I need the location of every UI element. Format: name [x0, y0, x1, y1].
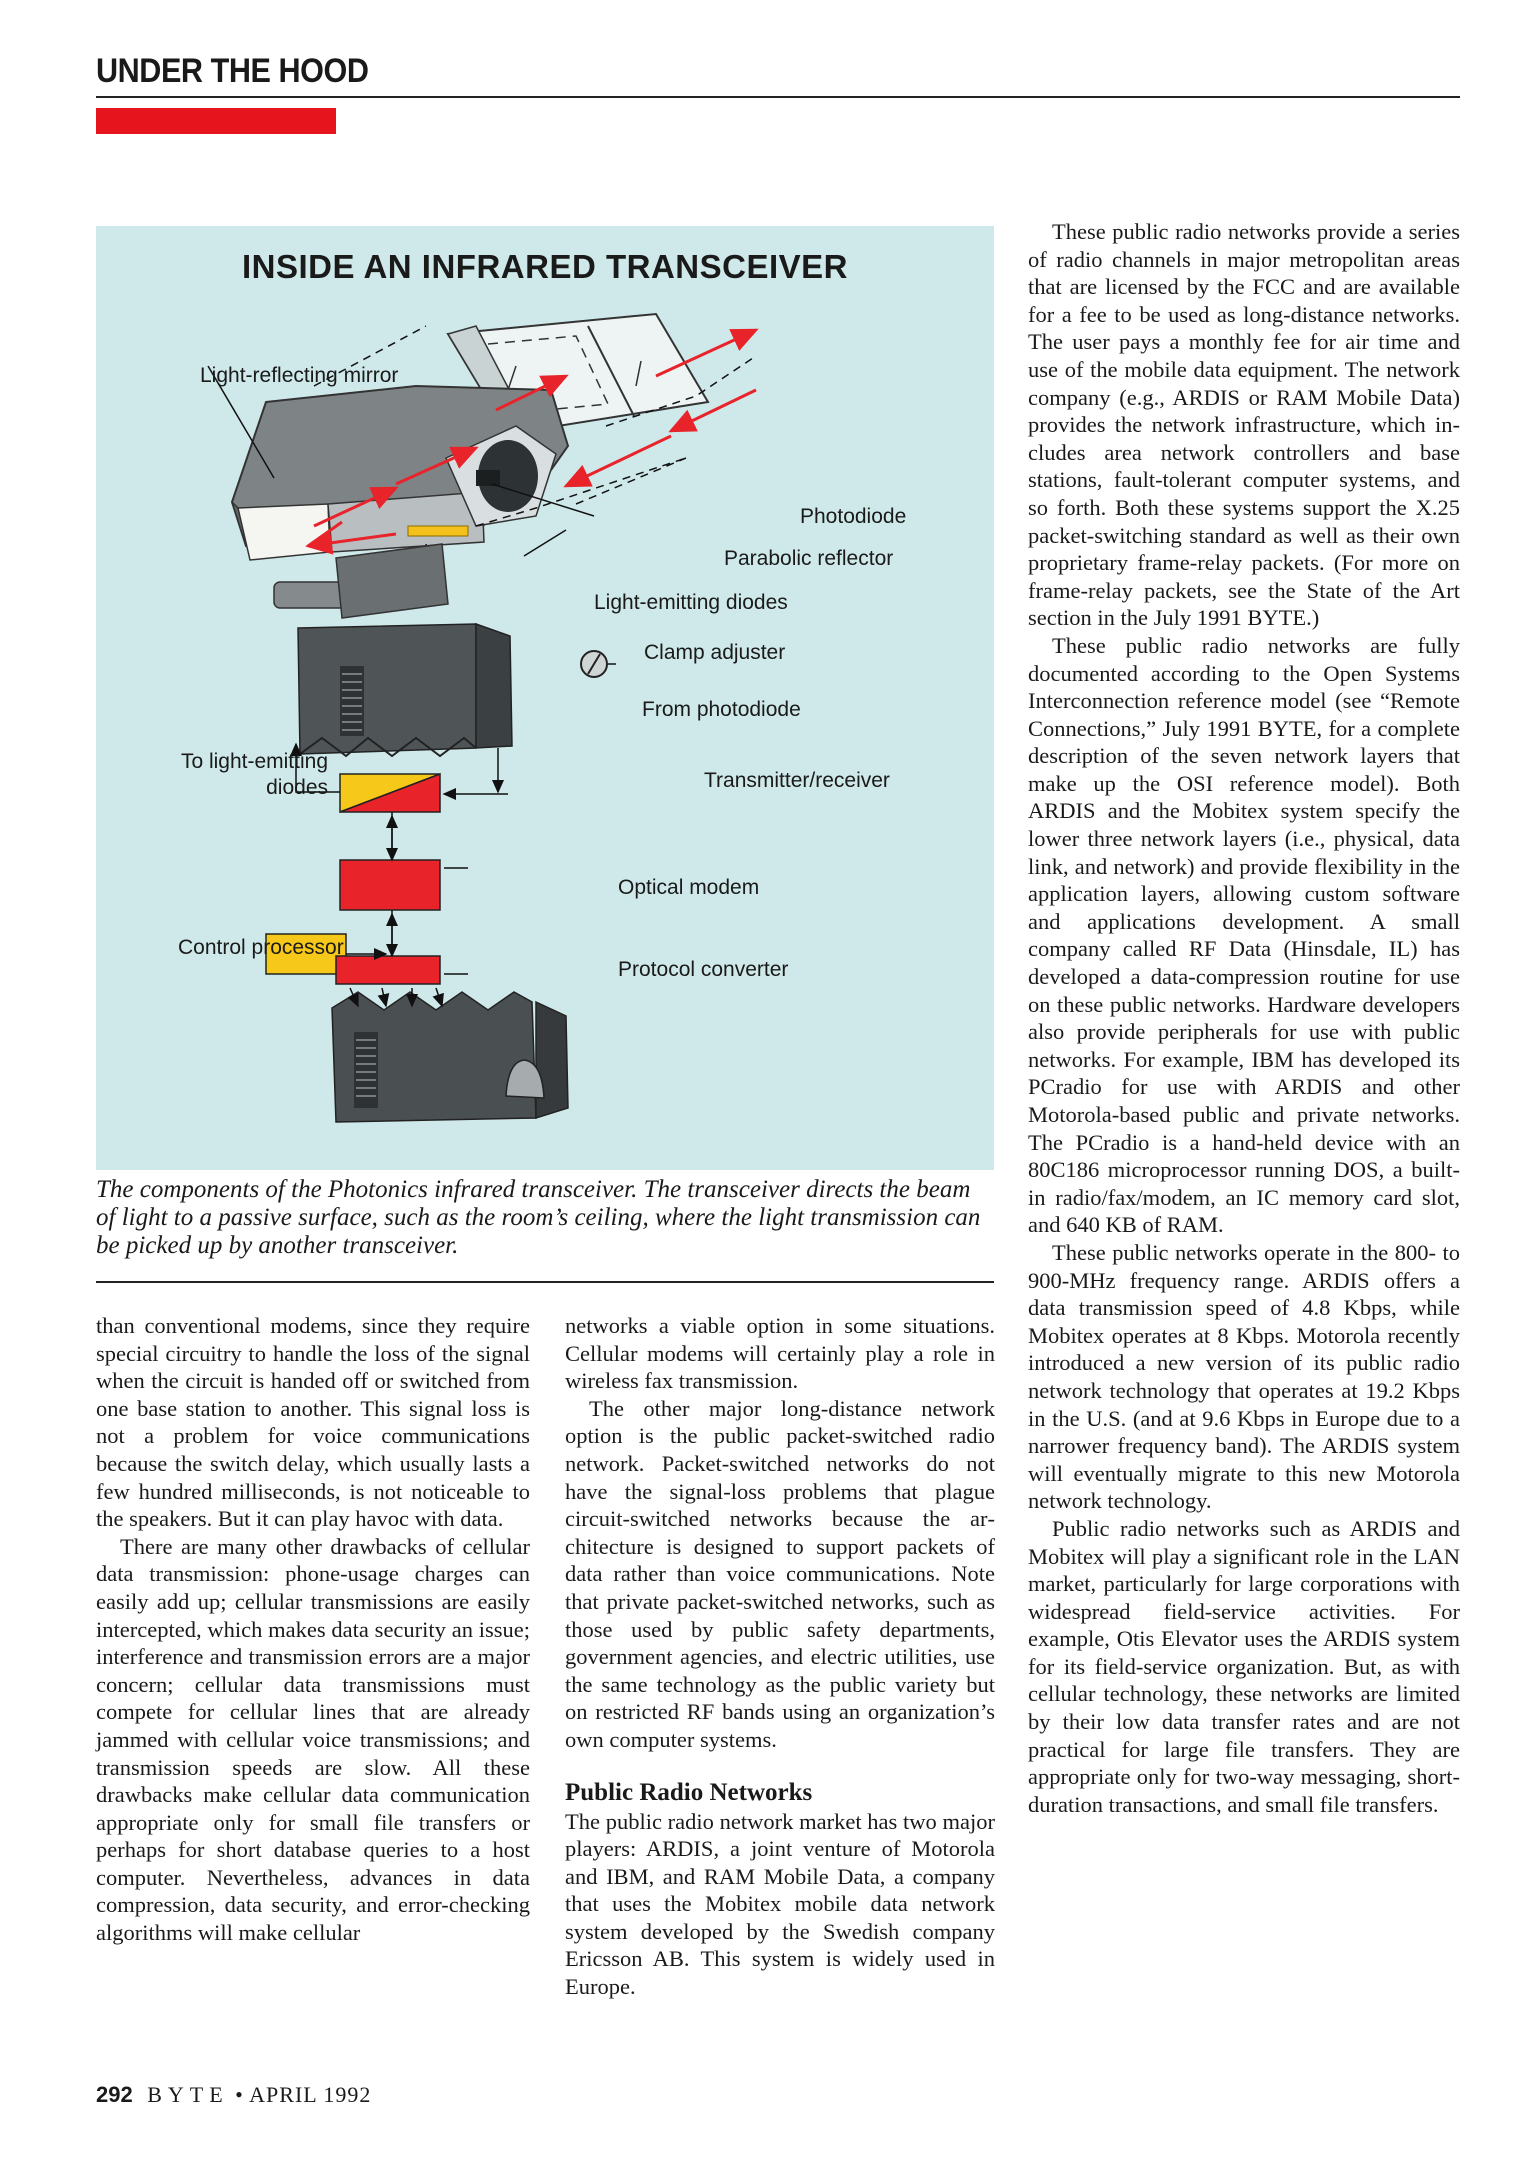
label-to-leds-1: To light-emitting [180, 750, 328, 773]
label-from-photodiode: From photodiode [642, 698, 801, 721]
label-protocol-converter: Protocol converter [618, 958, 789, 981]
figure-title: INSIDE AN INFRARED TRANSCEIVER [242, 248, 848, 285]
article-column-3 [1028, 218, 1460, 1818]
issue-date: APRIL 1992 [249, 2082, 372, 2107]
bottom-chunk [332, 992, 568, 1122]
protocol-converter-block [336, 956, 440, 984]
caption-rule [96, 1281, 994, 1283]
section-header: UNDER THE HOOD [96, 52, 369, 90]
figure-caption: The components of the Photonics infrared transceiver. The transceiver directs the beam of light to a passive surface, such as the room’s ceiling, where the light transmission can be picked up by another transceiver. [96, 1176, 981, 1259]
optical-modem-block [340, 860, 440, 910]
housing-top [232, 386, 568, 560]
label-leds: Light-emitting diodes [594, 591, 788, 614]
label-photodiode: Photodiode [800, 505, 907, 528]
label-parabolic-reflector: Parabolic reflector [724, 547, 894, 570]
header-rule [96, 96, 1460, 98]
paragraph: networks a viable option in some situations. Cellular modems will certainly play a role in wireless fax transmission. [565, 1313, 995, 1394]
paragraph: These public networks operate in the 800- to 900-MHz frequency range. ARDIS offers a data transmission speed of 4.8 Kbps, while Mobitex operates at 8 Kbps. Motorola recently introduced a new version of its public radio network technology that operates at 19.2 Kbps in the U.S. (and at 9.6 Kbps in Europe due to a narrower frequency band). The ARDIS system will eventually migrate to this new Motorola network technology. [1028, 1239, 1460, 1514]
paragraph: These public radio networks provide a series of radio channels in major metropolitan areas that are licensed by the FCC and are available for a fee to be used as long-distance networks. The user pays a monthly fee for air time and use of the mobile data equipment. The network company (e.g., ARDIS or RAM Mobile Data) provides the network infrastructure, which includes area network controllers and base stations, fault-tolerant computer systems, and so forth. Both these systems support the X.25 packet-switching standard as well as their own proprietary frame-relay packets. (For more on frame-relay packets, see the State of the Art section in the July 1991 BYTE.) [1028, 219, 1460, 631]
label-to-leds-2: diodes [266, 776, 328, 799]
label-clamp-adjuster: Clamp adjuster [644, 641, 786, 664]
magazine-name: BYTE [147, 2082, 229, 2107]
led-strip [408, 526, 468, 536]
header-accent-bar [96, 108, 336, 134]
clamp-body [298, 624, 616, 756]
label-transmitter-receiver: Transmitter/receiver [704, 769, 890, 792]
page-footer [96, 2082, 371, 2108]
label-optical-modem: Optical modem [618, 876, 760, 899]
paragraph: Public radio networks such as ARDIS and Mobitex will play a significant role in the LAN market, particularly for large corporations with widespread field-service activities. For example, Otis Elevator uses the ARDIS system for its field-service organization. But, as with cellular technology, these networks are limited by their low data transfer rates and are not practical for large file transfers. They are appropriate only for two-way messaging, short-duration transactions, and small file transfers. [1028, 1515, 1460, 1817]
paragraph: The other major long-distance network option is the public packet-switched radio network. Packet-switched networks do not have the signal-loss problems that plague circuit-switched networks because the architecture is designed to support packets of data rather than voice communications. Note that private packet-switched networks, such as those used by public safety departments, government agencies, and electric utilities, use the same technology as the public variety but on restricted RF bands using an organization’s own computer systems. [565, 1395, 995, 1752]
label-mirror: Light-reflecting mirror [200, 364, 399, 387]
page-number: 292 [96, 2082, 133, 2107]
paragraph: The public radio network market has two major players: ARDIS, a joint venture of Motorola and IBM, and RAM Mobile Data, a company that uses the Mobitex mobile data network system developed by the Swedish company Ericsson AB. This system is widely used in Europe. [565, 1808, 995, 2000]
subhead-public-radio-networks: Public Radio Networks [565, 1778, 813, 1806]
label-control-processor: Control processor [178, 936, 344, 959]
paragraph: than conventional modems, since they require special circuitry to handle the loss of the signal when the circuit is handed off or switched from one base station to another. This signal loss is not a problem for voice communications because the switch delay, which usually lasts a few hundred milliseconds, is not noticeable to the speakers. But it can play havoc with data. [96, 1313, 530, 1532]
article-column-2 [565, 1312, 995, 2001]
footer-separator: • [235, 2082, 244, 2107]
article-column-1 [96, 1312, 530, 1947]
paragraph: These public radio networks are fully documented according to the Open Systems Interconnection reference model (see “Remote Connections,” July 1991 BYTE, for a complete description of the seven network layers that make up the OSI reference model). Both ARDIS and the Mobitex system specify the lower three network layers (i.e., physical, data link, and network) and provide flexibility in the application layers, allowing custom software and applications development. A small company called RF Data (Hinsdale, IL) has developed a data-compression routine for use on these public networks. Hardware developers also provide peripherals for use with public networks. For example, IBM has developed its PCradio for use with ARDIS and other Motorola-based public and private networks. The PCradio is a hand-held device with an 80C186 microprocessor running DOS, a built-in radio/fax/modem, an IC memory card slot, and 640 KB of RAM. [1028, 632, 1460, 1238]
transceiver-figure [96, 226, 994, 1170]
paragraph: There are many other drawbacks of cellular data transmission: phone-usage charges can easily add up; cellular transmissions are easily intercepted, which makes data security an issue; interference and transmission errors are a major concern; cellular data transmissions must compete for cellular lines that are already jammed with cellular voice transmissions; and transmission speeds are slow. All these drawbacks make cellular data communication appropriate only for small file transfers or perhaps for short database queries to a host computer. Nevertheless, advances in data compression, data security, and error-checking algorithms will make cellular [96, 1533, 530, 1946]
